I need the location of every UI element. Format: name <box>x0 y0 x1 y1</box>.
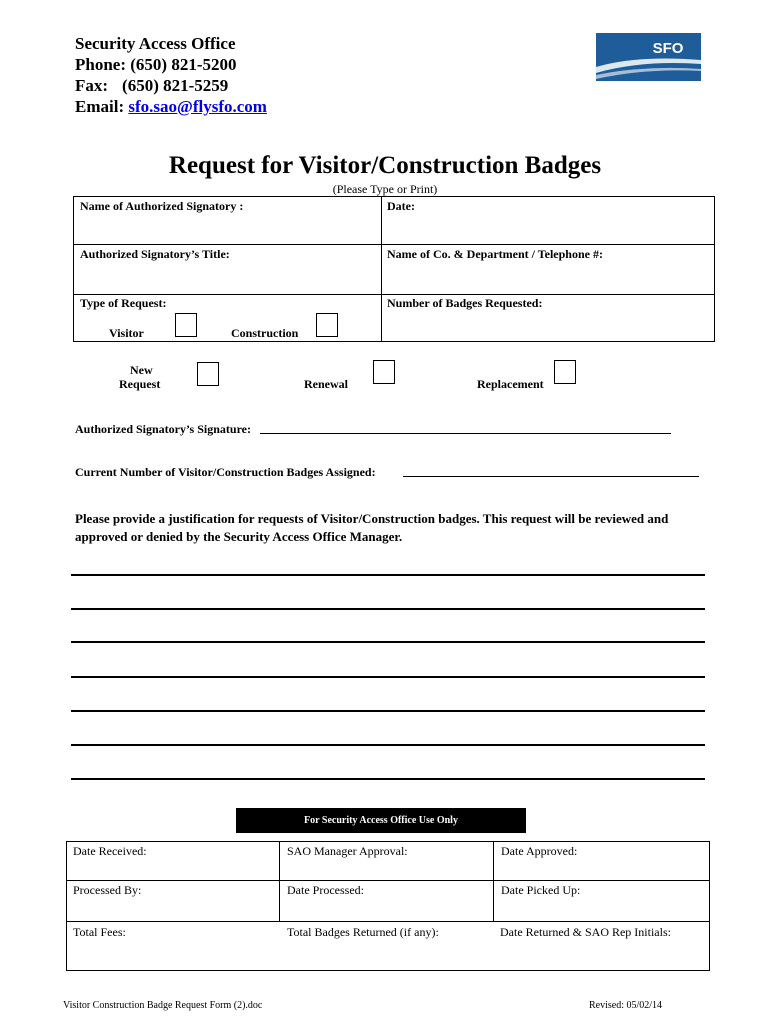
justification-line[interactable] <box>71 710 705 712</box>
office-use-banner: For Security Access Office Use Only <box>236 808 526 833</box>
current-badges-field[interactable] <box>403 476 699 477</box>
badges-requested-field[interactable] <box>385 312 711 340</box>
date-received-label: Date Received: <box>73 844 147 858</box>
table-divider <box>381 196 382 342</box>
date-picked-up-label: Date Picked Up: <box>501 883 581 897</box>
renewal-label: Renewal <box>304 377 348 391</box>
table-divider <box>66 921 710 922</box>
new-request-label-line2: Request <box>119 377 161 391</box>
date-approved-label: Date Approved: <box>501 844 578 858</box>
replacement-label: Replacement <box>477 377 544 391</box>
date-processed-label: Date Processed: <box>287 883 364 897</box>
justification-line[interactable] <box>71 574 705 576</box>
badges-requested-label: Number of Badges Requested: <box>387 296 543 310</box>
signatory-name-field[interactable] <box>76 214 378 242</box>
justification-line[interactable] <box>71 778 705 780</box>
construction-label: Construction <box>231 326 299 340</box>
fax-label: Fax: <box>75 76 109 95</box>
table-divider <box>73 294 715 295</box>
email-label: Email: <box>75 97 125 116</box>
justification-line[interactable] <box>71 608 705 610</box>
office-use-table <box>66 841 710 971</box>
visitor-label: Visitor <box>109 326 144 340</box>
table-divider <box>279 841 280 922</box>
fax-number: (650) 821-5259 <box>122 76 229 95</box>
construction-checkbox[interactable] <box>316 313 338 337</box>
request-type-label: Type of Request: <box>80 296 167 310</box>
company-dept-phone-field[interactable] <box>385 262 711 292</box>
current-badges-label: Current Number of Visitor/Construction Badges Assigned: <box>75 465 376 479</box>
justification-line[interactable] <box>71 744 705 746</box>
email-row <box>75 96 267 117</box>
signature-field[interactable] <box>260 433 671 434</box>
renewal-checkbox[interactable] <box>373 360 395 384</box>
phone-number: Phone: (650) 821-5200 <box>75 55 237 74</box>
footer-revised-date: Revised: 05/02/14 <box>589 1000 663 1011</box>
signature-label: Authorized Signatory’s Signature: <box>75 422 252 436</box>
total-fees-label: Total Fees: <box>73 925 126 939</box>
date-returned-initials-label: Date Returned & SAO Rep Initials: <box>500 925 671 939</box>
signatory-title-label: Authorized Signatory’s Title: <box>80 247 230 261</box>
date-label: Date: <box>387 199 415 213</box>
sfo-logo <box>596 33 701 81</box>
form-subtitle: (Please Type or Print) <box>332 182 438 196</box>
signatory-name-label: Name of Authorized Signatory : <box>80 199 244 213</box>
processed-by-label: Processed By: <box>73 883 142 897</box>
new-request-label-line1: New <box>130 363 153 377</box>
new-request-checkbox[interactable] <box>197 362 219 386</box>
justification-line[interactable] <box>71 641 705 643</box>
justification-line[interactable] <box>71 676 705 678</box>
sao-manager-approval-label: SAO Manager Approval: <box>287 844 408 858</box>
footer-filename: Visitor Construction Badge Request Form (2).doc <box>63 1000 263 1011</box>
email-link[interactable]: sfo.sao@flysfo.com <box>128 97 267 116</box>
logo-text: SFO <box>652 40 684 57</box>
sfo-logo-graphic <box>596 33 701 81</box>
contact-block <box>75 33 267 117</box>
table-divider <box>493 841 494 922</box>
total-badges-returned-label: Total Badges Returned (if any): <box>287 925 439 939</box>
table-divider <box>73 244 715 245</box>
date-field[interactable] <box>385 214 711 242</box>
fax-row <box>75 75 267 96</box>
justification-instructions: Please provide a justification for requests of Visitor/Construction badges. This request will be reviewed and approved or denied by the Security Access Office Manager. <box>75 511 669 544</box>
signatory-title-field[interactable] <box>76 262 378 292</box>
form-title: Request for Visitor/Construction Badges <box>168 152 602 179</box>
visitor-checkbox[interactable] <box>175 313 197 337</box>
office-name: Security Access Office <box>75 34 236 53</box>
company-dept-phone-label: Name of Co. & Department / Telephone #: <box>387 247 603 261</box>
replacement-checkbox[interactable] <box>554 360 576 384</box>
table-divider <box>66 880 710 881</box>
